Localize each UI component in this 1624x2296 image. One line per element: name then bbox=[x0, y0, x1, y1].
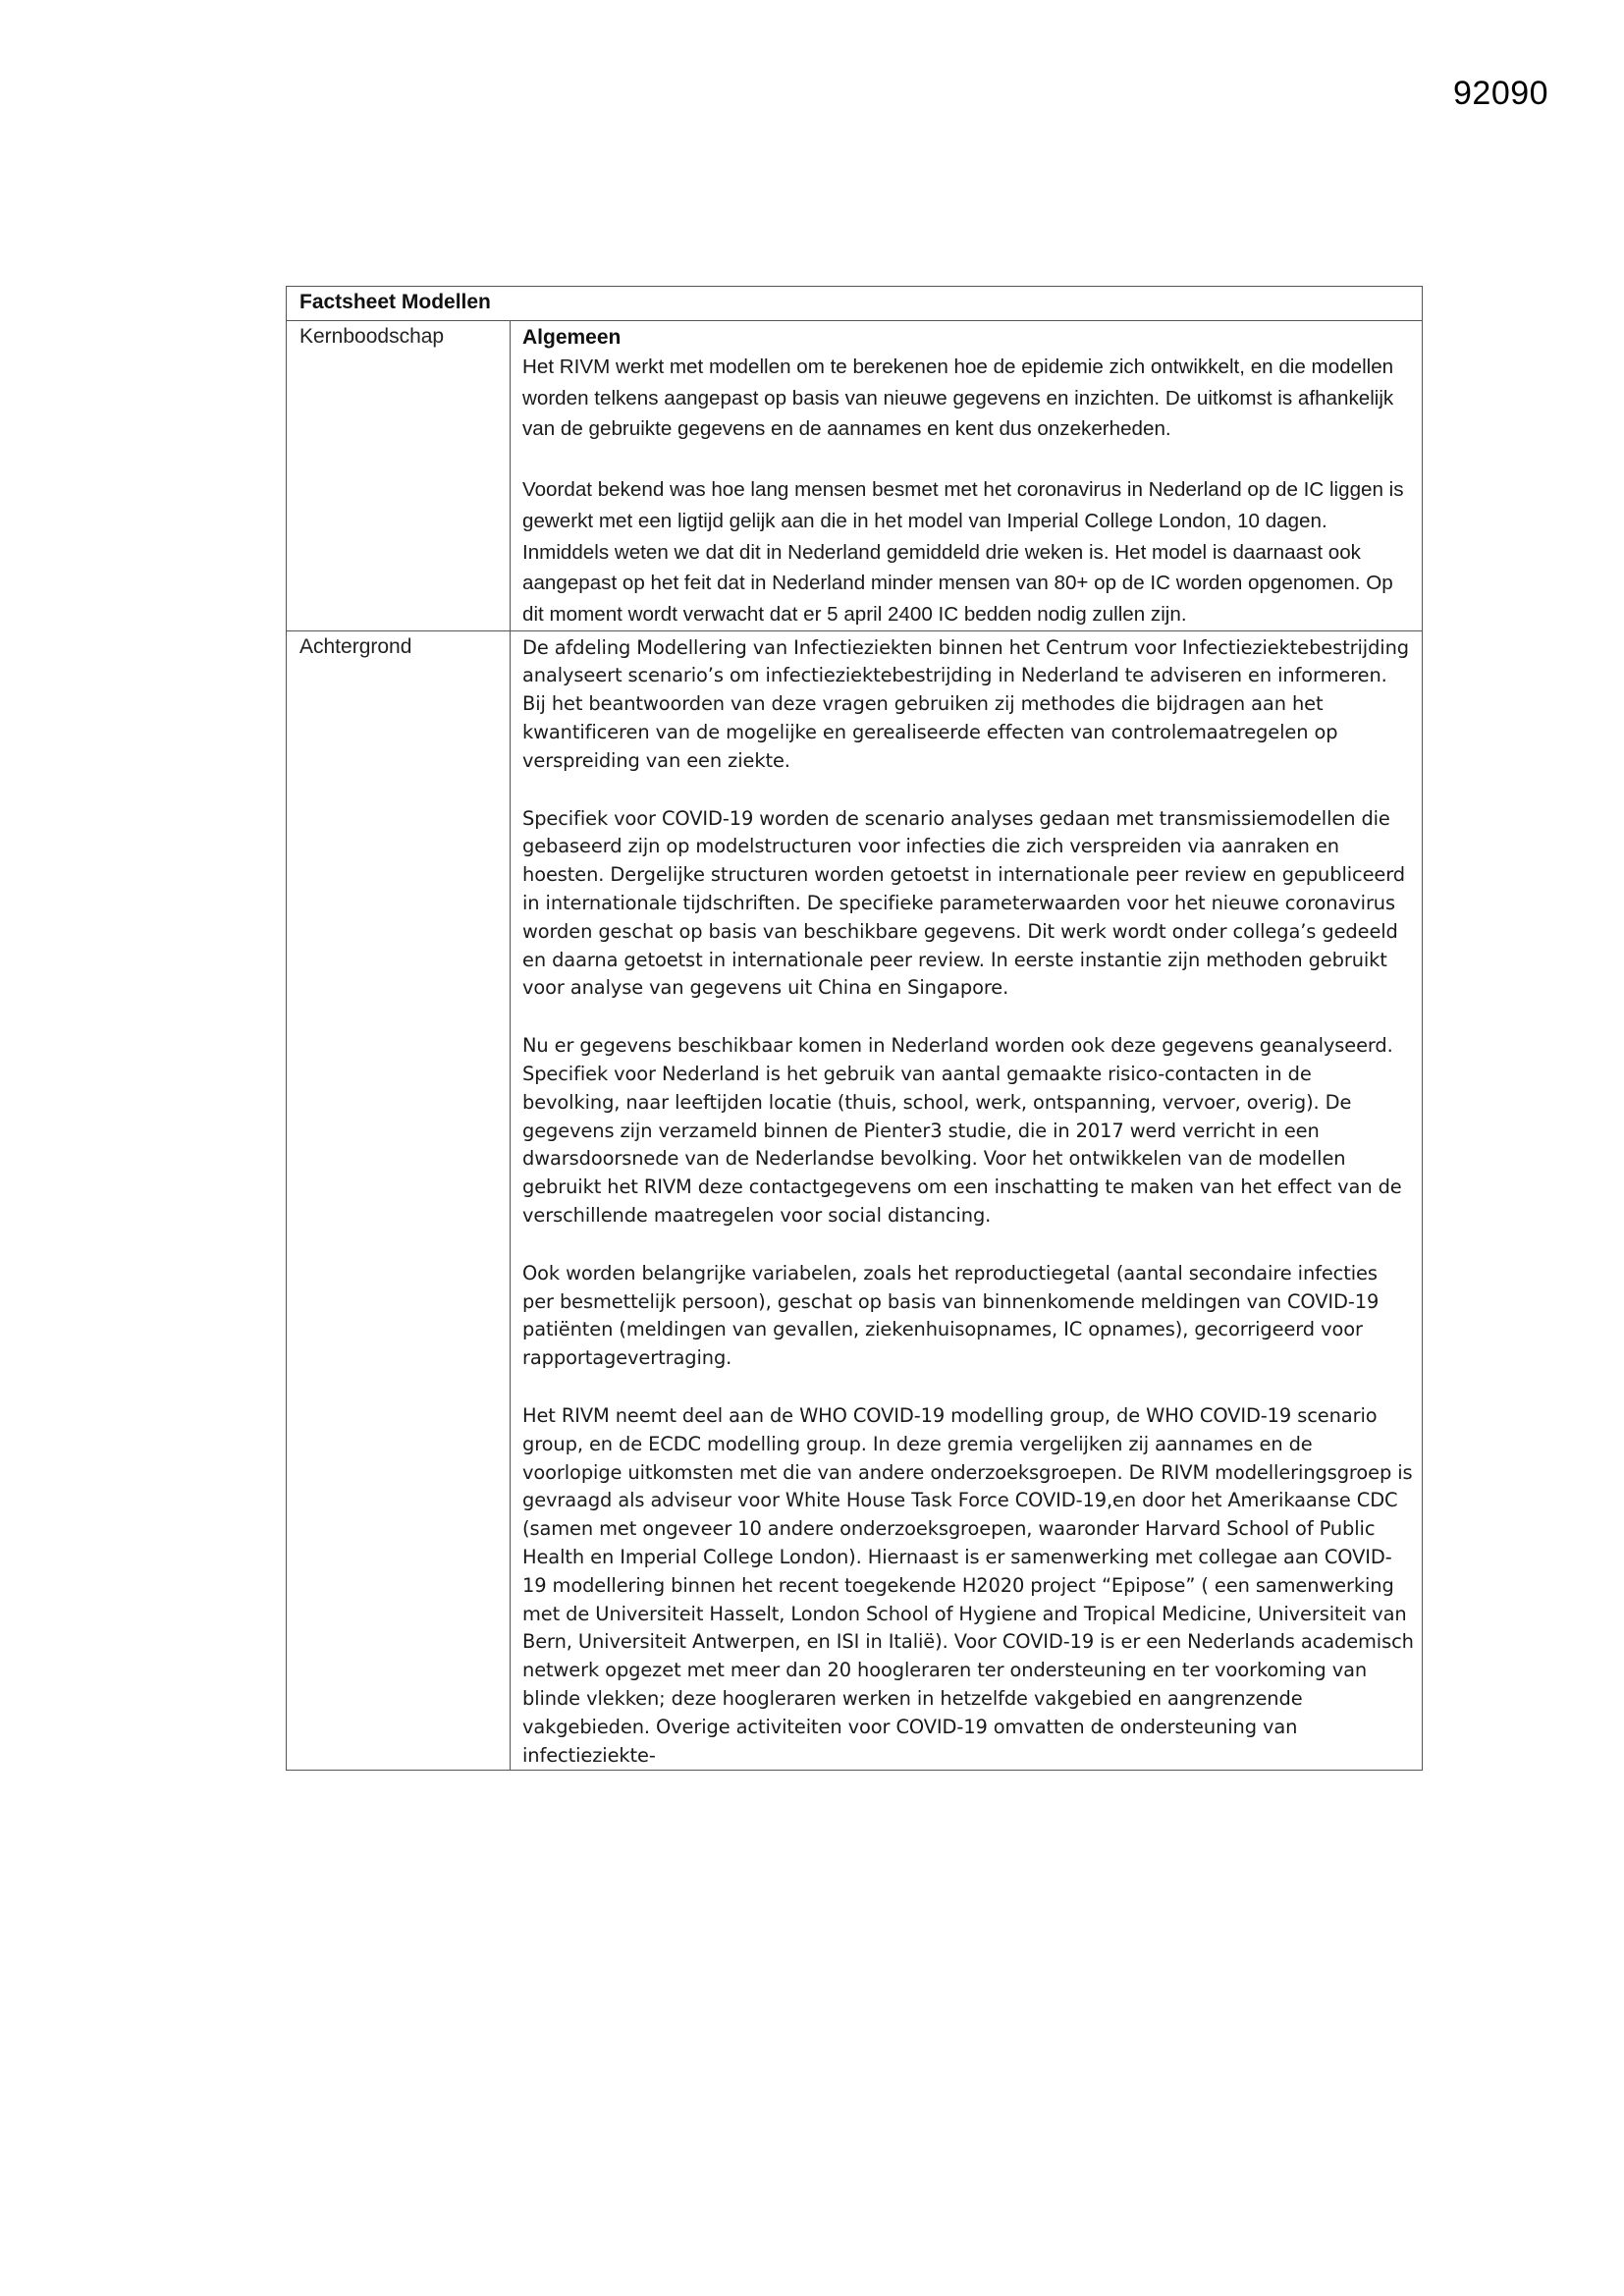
paragraph: De afdeling Modellering van Infectieziekten binnen het Centrum voor Infectieziektebestrijding analyseert scenario’s om infectieziektebestrijding in Nederland te adviseren en informeren. Bij het beantwoorden van deze vragen gebruiken zij methodes die bijdragen aan het kwantificeren van de mogelijke en gerealiseerde effecten van controlemaatregelen op verspreiding van een ziekte. bbox=[522, 635, 1409, 772]
paragraph: Voordat bekend was hoe lang mensen besmet met het coronavirus in Nederland op de IC liggen is gewerkt met een ligtijd gelijk aan die in het model van Imperial College London, 10 dagen. Inmiddels weten we dat dit in Nederland gemiddeld drie weken is. Het model is daarnaast ook aangepast op het feit dat in Nederland minder mensen van 80+ op de IC worden opgenomen. Op dit moment wordt verwacht dat er 5 april 2400 IC bedden nodig zullen zijn. bbox=[522, 478, 1404, 626]
table-row bbox=[287, 321, 1423, 631]
paragraph: Het RIVM werkt met modellen om te berekenen hoe de epidemie zich ontwikkelt, en die modellen worden telkens aangepast op basis van nieuwe gegevens en inzichten. De uitkomst is afhankelijk van de gebruikte gegevens en de aannames en kent dus onzekerheden. bbox=[522, 355, 1394, 441]
row-label-kernboodschap: Kernboodschap bbox=[287, 321, 511, 631]
page-number: 92090 bbox=[1453, 75, 1549, 112]
table-row bbox=[287, 630, 1423, 1771]
row-content-kernboodschap bbox=[511, 321, 1423, 631]
factsheet-table bbox=[286, 286, 1423, 1771]
paragraph: Nu er gegevens beschikbaar komen in Nederland worden ook deze gegevens geanalyseerd. Specifiek voor Nederland is het gebruik van aantal gemaakte risico-contacten in de bevolking, naar leeftijden locatie (thuis, school, werk, ontspanning, vervoer, overig). De gegevens zijn verzameld binnen de Pienter3 studie, die in 2017 werd verricht in een dwarsdoorsnede van de Nederlandse bevolking. Voor het ontwikkelen van de modellen gebruikt het RIVM deze contactgegevens om een inschatting te maken van het effect van de verschillende maatregelen voor social distancing. bbox=[522, 1034, 1402, 1227]
paragraph: Specifiek voor COVID-19 worden de scenario analyses gedaan met transmissiemodellen die gebaseerd zijn op modelstructuren voor infecties die zich verspreiden via aanraken en hoesten. Dergelijke structuren worden getoetst in internationale peer review en gepubliceerd in internationale tijdschriften. De specifieke parameterwaarden voor het nieuwe coronavirus worden geschat op basis van beschikbare gegevens. Dit werk wordt onder collega’s gedeeld en daarna getoetst in internationale peer review. In eerste instantie zijn methoden gebruikt voor analyse van gegevens uit China en Singapore. bbox=[522, 806, 1405, 1000]
table-title: Factsheet Modellen bbox=[287, 287, 1423, 321]
paragraph: Het RIVM neemt deel aan de WHO COVID-19 modelling group, de WHO COVID-19 scenario group, en de ECDC modelling group. In deze gremia vergelijken zij aannames en de voorlopige uitkomsten met die van andere onderzoeksgroepen. De RIVM modelleringsgroep is gevraagd als adviseur voor White House Task Force COVID-19,en door het Amerikaanse CDC (samen met ongeveer 10 andere onderzoeksgroepen, waaronder Harvard School of Public Health en Imperial College London). Hiernaast is er samenwerking met collegae aan COVID-19 modellering binnen het recent toegekende H2020 project “Epipose” ( een samenwerking met de Universiteit Hasselt, London School of Hygiene and Tropical Medicine, Universiteit van Bern, Universiteit Antwerpen, en ISI in Italië). Voor COVID-19 is er een Nederlands academisch netwerk opgezet met meer dan 20 hoogleraren ter ondersteuning en ter voorkoming van blinde vlekken; deze hoogleraren werken in hetzelfde vakgebied en aangrenzende vakgebieden. Overige activiteiten voor COVID-19 omvatten de ondersteuning van infectieziekte- bbox=[522, 1403, 1414, 1767]
paragraph: Ook worden belangrijke variabelen, zoals het reproductiegetal (aantal secondaire infecties per besmettelijk persoon), geschat op basis van binnenkomende meldingen van COVID-19 patiënten (meldingen van gevallen, ziekenhuisopnames, IC opnames), gecorrigeerd voor rapportagevertraging. bbox=[522, 1261, 1380, 1370]
row-label-achtergrond: Achtergrond bbox=[287, 630, 511, 1771]
table-title-row bbox=[287, 287, 1423, 321]
section-heading: Algemeen bbox=[522, 326, 622, 349]
row-content-achtergrond bbox=[511, 630, 1423, 1771]
